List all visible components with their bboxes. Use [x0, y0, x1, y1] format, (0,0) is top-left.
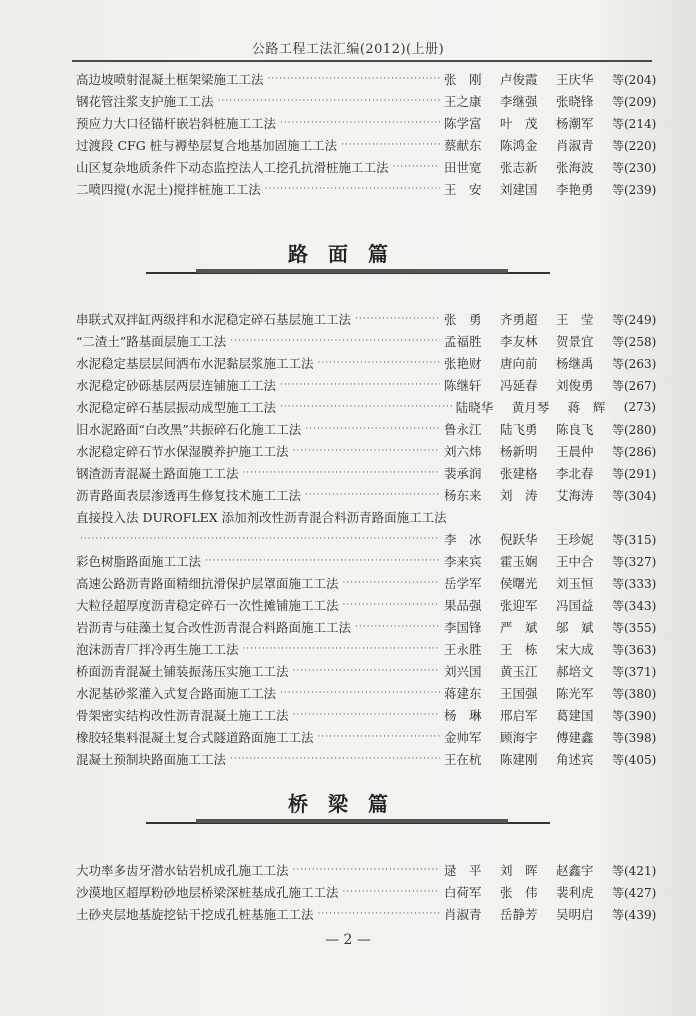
- author-name: 霍玉娴: [500, 554, 538, 569]
- entry-authors: [444, 442, 612, 460]
- leader-dots: [218, 96, 440, 106]
- author-name: 张海波: [556, 160, 594, 175]
- author-name: 陈学富: [444, 116, 482, 131]
- author-name: 吴明启: [556, 907, 594, 922]
- author-name: 艾海涛: [556, 488, 594, 503]
- entry-title: 直接投入法 DUROFLEX 添加剂改性沥青混合料沥青路面施工工法: [76, 510, 447, 525]
- author-name: 刘兴国: [444, 664, 482, 679]
- entry-title: “二渣土”路基面层施工工法: [76, 334, 227, 349]
- toc-entry[interactable]: [76, 704, 656, 726]
- author-name: 杨东来: [444, 488, 482, 503]
- leader-dots: [341, 140, 440, 150]
- author-name: 严 斌: [500, 620, 538, 635]
- entry-authors: [444, 114, 612, 132]
- leader-dots: [80, 534, 440, 544]
- page-reference: 等(363): [612, 642, 657, 657]
- author-name: 王之康: [444, 94, 482, 109]
- toc-entry[interactable]: [76, 178, 656, 200]
- author-name: 角述宾: [556, 752, 594, 767]
- author-name: 杨潮军: [556, 116, 594, 131]
- author-name: 岳学军: [444, 576, 482, 591]
- author-name: 王庆华: [556, 72, 594, 87]
- author-name: 肖淑青: [444, 907, 482, 922]
- entry-title: 沙漠地区超厚粉砂地层桥梁深桩基成孔施工工法: [76, 885, 339, 900]
- entry-title: 二喷四搅(水泥土)搅拌桩施工工法: [76, 182, 261, 197]
- section-title-pavement: 路面篇: [288, 242, 408, 266]
- author-name: 刘建国: [500, 182, 538, 197]
- author-name: 李友林: [500, 334, 538, 349]
- author-name: 葛建国: [556, 708, 594, 723]
- entry-title: 骨架密实结构改性沥青混凝土施工工法: [76, 708, 289, 723]
- author-name: 杨新明: [500, 444, 538, 459]
- leader-dots: [243, 644, 440, 654]
- entry-authors: [444, 464, 612, 482]
- leader-dots: [280, 380, 440, 390]
- entry-authors: [444, 180, 612, 198]
- author-name: 刘六炜: [444, 444, 482, 459]
- entry-authors: [444, 136, 612, 154]
- author-name: 倪跃华: [500, 532, 538, 547]
- entry-authors: [444, 332, 612, 350]
- author-name: 金帅军: [444, 730, 482, 745]
- entry-title: 桥面沥青混凝土铺装振荡压实施工工法: [76, 664, 289, 679]
- toc-entry[interactable]: [76, 374, 656, 396]
- toc-entry[interactable]: [76, 68, 656, 90]
- page-reference: 等(333): [612, 576, 657, 591]
- leader-dots: [230, 336, 440, 346]
- author-name: 刘 晖: [500, 863, 538, 878]
- page-reference: 等(214): [612, 116, 657, 131]
- entry-title: 水泥稳定碎石基层振动成型施工工法: [76, 400, 277, 415]
- page-reference: 等(315): [612, 532, 657, 547]
- author-name: 田世宽: [444, 160, 482, 175]
- author-name: 赵鑫宇: [556, 863, 594, 878]
- author-name: 裴承润: [444, 466, 482, 481]
- author-name: 冯延春: [500, 378, 538, 393]
- entry-title: 彩色树脂路面施工工法: [76, 554, 202, 569]
- author-name: 王在杭: [444, 752, 482, 767]
- entry-title: 水泥基砂浆灌入式复合路面施工工法: [76, 686, 277, 701]
- entry-authors: [444, 861, 612, 879]
- toc-entry[interactable]: [76, 396, 656, 418]
- page-reference: 等(327): [612, 554, 657, 569]
- author-name: 王珍妮: [556, 532, 594, 547]
- entry-authors: [444, 684, 612, 702]
- page-reference: 等(398): [612, 730, 657, 745]
- entry-authors: [444, 486, 612, 504]
- entry-authors: [444, 662, 612, 680]
- section-rule-accent: [196, 269, 508, 273]
- entry-title: 大粒径超厚度沥青稳定碎石一次性摊铺施工工法: [76, 598, 339, 613]
- author-name: 王 栋: [500, 642, 538, 657]
- toc-entry[interactable]: [76, 134, 656, 156]
- entry-authors: [444, 905, 612, 923]
- page-reference: 等(263): [612, 356, 657, 371]
- author-name: 李北春: [556, 466, 594, 481]
- author-name: 唐向前: [500, 356, 538, 371]
- author-name: 李继强: [500, 94, 538, 109]
- entry-authors: [444, 750, 612, 768]
- author-name: 陆晓华: [455, 400, 494, 415]
- entry-authors: [444, 640, 612, 658]
- leader-dots: [268, 74, 440, 84]
- author-name: 刘 涛: [500, 488, 538, 503]
- leader-dots: [280, 118, 440, 128]
- leader-dots: [293, 666, 440, 676]
- author-name: 宋大成: [556, 642, 594, 657]
- toc-entry[interactable]: [76, 330, 656, 352]
- section-title-bridge: 桥梁篇: [288, 792, 408, 816]
- author-name: 张 勇: [444, 312, 482, 327]
- leader-dots: [243, 468, 440, 478]
- author-name: 贺景宜: [556, 334, 594, 349]
- author-name: 张志新: [500, 160, 538, 175]
- author-name: 陈继轩: [444, 378, 482, 393]
- author-name: 杨继禹: [556, 356, 594, 371]
- author-name: 王国强: [500, 686, 538, 701]
- page-reference: (273): [623, 400, 656, 414]
- entry-authors: [444, 70, 612, 88]
- page-reference: 等(258): [612, 334, 657, 349]
- leader-dots: [265, 184, 440, 194]
- entry-authors: [444, 728, 612, 746]
- author-name: 顾海宇: [500, 730, 538, 745]
- entry-title: 水泥稳定碎石节水保湿膜养护施工工法: [76, 444, 289, 459]
- entry-authors: [444, 883, 612, 901]
- leader-dots: [355, 622, 440, 632]
- author-name: 王 安: [444, 182, 482, 197]
- author-name: 李来宾: [444, 554, 482, 569]
- page-reference: 等(421): [612, 863, 657, 878]
- header-rule: [72, 60, 652, 62]
- toc-entry[interactable]: [76, 594, 656, 616]
- page-reference: 等(380): [612, 686, 657, 701]
- author-name: 蔡献东: [444, 138, 482, 153]
- author-name: 卢俊霞: [500, 72, 538, 87]
- toc-entry[interactable]: [76, 440, 656, 462]
- author-name: 张晓锋: [556, 94, 594, 109]
- author-name: 陆飞勇: [500, 422, 538, 437]
- author-name: 鲁永江: [444, 422, 482, 437]
- toc-entry[interactable]: [76, 859, 656, 881]
- page-reference: 等(220): [612, 138, 657, 153]
- author-name: 王永胜: [444, 642, 482, 657]
- toc-entry[interactable]: [76, 638, 656, 660]
- leader-dots: [355, 314, 440, 324]
- entry-authors: [444, 618, 612, 636]
- leader-dots: [280, 688, 440, 698]
- toc-entry[interactable]: [76, 660, 656, 682]
- toc-entry[interactable]: [76, 352, 656, 374]
- author-name: 裴利虎: [556, 885, 594, 900]
- leader-dots: [318, 358, 440, 368]
- page-reference: 等(291): [612, 466, 657, 481]
- page-reference: 等(439): [612, 907, 657, 922]
- entry-title: 串联式双拌缸两级拌和水泥稳定碎石基层施工工法: [76, 312, 352, 327]
- leader-dots: [393, 162, 440, 172]
- author-name: 王晨仲: [556, 444, 594, 459]
- leader-dots: [318, 909, 440, 919]
- page-reference: 等(427): [612, 885, 657, 900]
- page-reference: 等(343): [612, 598, 657, 613]
- toc-pavement: [76, 308, 656, 770]
- leader-dots: [293, 710, 440, 720]
- author-name: 刘俊勇: [556, 378, 594, 393]
- author-name: 侯曙光: [500, 576, 538, 591]
- leader-dots: [230, 754, 440, 764]
- entry-title: 橡胶轻集料混凝土复合式隧道路面施工工法: [76, 730, 314, 745]
- page-reference: 等(280): [612, 422, 657, 437]
- page-reference: 等(204): [612, 72, 657, 87]
- entry-authors: [444, 530, 612, 548]
- entry-authors: [444, 354, 612, 372]
- entry-title: 高速公路沥青路面精细抗滑保护层罩面施工工法: [76, 576, 339, 591]
- page-reference: 等(230): [612, 160, 657, 175]
- toc-entry[interactable]: [76, 903, 656, 925]
- entry-authors: [444, 552, 612, 570]
- author-name: 杨 琳: [444, 708, 482, 723]
- toc-entry[interactable]: [76, 112, 656, 134]
- toc-entry[interactable]: [76, 572, 656, 594]
- toc-group-1: [76, 68, 656, 200]
- entry-authors: [444, 596, 612, 614]
- leader-dots: [305, 424, 440, 434]
- toc-entry[interactable]: [76, 748, 656, 770]
- page-reference: 等(249): [612, 312, 657, 327]
- page-reference: 等(390): [612, 708, 657, 723]
- leader-dots: [280, 402, 452, 412]
- leader-dots: [293, 865, 440, 875]
- entry-authors: [444, 706, 612, 724]
- entry-title: 预应力大口径锚杆嵌岩斜桩施工工法: [76, 116, 277, 131]
- toc-entry[interactable]: [76, 881, 656, 903]
- page-reference: 等(286): [612, 444, 657, 459]
- author-name: 白荷军: [444, 885, 482, 900]
- entry-authors: [456, 398, 624, 416]
- author-name: 陈良飞: [556, 422, 594, 437]
- running-header: 公路工程工法汇编(2012)(上册): [251, 42, 445, 57]
- page-reference: 等(239): [612, 182, 657, 197]
- toc-entry[interactable]: [76, 308, 656, 330]
- author-name: 张 刚: [444, 72, 482, 87]
- toc-entry[interactable]: [76, 462, 656, 484]
- author-name: 张迎军: [500, 598, 538, 613]
- leader-dots: [343, 887, 440, 897]
- entry-authors: [444, 420, 612, 438]
- author-name: 张 伟: [500, 885, 538, 900]
- author-name: 李艳勇: [556, 182, 594, 197]
- author-name: 陈鸿金: [500, 138, 538, 153]
- page-reference: 等(371): [612, 664, 657, 679]
- author-name: 邢启军: [500, 708, 538, 723]
- author-name: 张建格: [500, 466, 538, 481]
- page-reference: 等(267): [612, 378, 657, 393]
- author-name: 果品强: [444, 598, 482, 613]
- entry-title: 泡沫沥青厂拌冷再生施工工法: [76, 642, 239, 657]
- page-reference: 等(355): [612, 620, 657, 635]
- page-reference: 等(304): [612, 488, 657, 503]
- entry-title: 高边坡喷射混凝土框架梁施工工法: [76, 72, 264, 87]
- entry-authors: [444, 574, 612, 592]
- leader-dots: [305, 490, 440, 500]
- toc-entry[interactable]: [76, 682, 656, 704]
- toc-entry[interactable]: [76, 90, 656, 112]
- author-name: 肖淑青: [556, 138, 594, 153]
- author-name: 陈建刚: [500, 752, 538, 767]
- entry-title: 岩沥青与硅藻土复合改性沥青混合料路面施工工法: [76, 620, 352, 635]
- page-reference: 等(209): [612, 94, 657, 109]
- toc-entry[interactable]: [76, 156, 656, 178]
- leader-dots: [343, 578, 440, 588]
- entry-title: 旧水泥路面“白改黑”共振碎石化施工工法: [76, 422, 302, 437]
- toc-bridge: [76, 859, 656, 925]
- leader-dots: [318, 732, 440, 742]
- author-name: 岳静芳: [500, 907, 538, 922]
- entry-title: 水泥稳定砂砾基层两层连铺施工工法: [76, 378, 277, 393]
- author-name: 黄玉江: [500, 664, 538, 679]
- author-name: 王中合: [556, 554, 594, 569]
- author-name: 蒋 辉: [567, 400, 606, 415]
- entry-title: 水泥稳定基层层间洒布水泥黏层浆施工工法: [76, 356, 314, 371]
- entry-authors: [444, 92, 612, 110]
- page-reference: 等(405): [612, 752, 657, 767]
- author-name: 黄月琴: [511, 400, 550, 415]
- entry-title: 钢渣沥青混凝土路面施工工法: [76, 466, 239, 481]
- author-name: 叶 茂: [500, 116, 538, 131]
- page-number: — 2 —: [325, 932, 371, 948]
- entry-authors: [444, 158, 612, 176]
- author-name: 王 莹: [556, 312, 594, 327]
- author-name: 张艳财: [444, 356, 482, 371]
- entry-title: 大功率多齿牙潜水钻岩机成孔施工工法: [76, 863, 289, 878]
- entry-title: 混凝土预制块路面施工工法: [76, 752, 227, 767]
- toc-entry[interactable]: [76, 418, 656, 440]
- author-name: 逯 平: [444, 863, 482, 878]
- entry-title: 钢花管注浆支护施工工法: [76, 94, 214, 109]
- entry-title: 土砂夹层地基旋挖钻干挖成孔桩基施工工法: [76, 907, 314, 922]
- entry-authors: [444, 376, 612, 394]
- entry-authors: [444, 310, 612, 328]
- author-name: 郝培文: [556, 664, 594, 679]
- author-name: 邬 斌: [556, 620, 594, 635]
- author-name: 陈光军: [556, 686, 594, 701]
- toc-entry[interactable]: [76, 484, 656, 506]
- author-name: 冯国益: [556, 598, 594, 613]
- author-name: 蒋建东: [444, 686, 482, 701]
- toc-entry[interactable]: [76, 616, 656, 638]
- toc-entry[interactable]: [76, 550, 656, 572]
- author-name: 孟福胜: [444, 334, 482, 349]
- author-name: 齐勇超: [500, 312, 538, 327]
- entry-title: 沥青路面表层渗透再生修复技术施工工法: [76, 488, 302, 503]
- leader-dots: [205, 556, 440, 566]
- toc-entry[interactable]: [76, 726, 656, 748]
- author-name: 李 冰: [444, 532, 482, 547]
- author-name: 李国锋: [444, 620, 482, 635]
- leader-dots: [293, 446, 440, 456]
- toc-entry-title-line[interactable]: [76, 506, 656, 528]
- toc-entry[interactable]: [76, 528, 656, 550]
- author-name: 傅建鑫: [556, 730, 594, 745]
- entry-title: 过渡段 CFG 桩与褥垫层复合地基加固施工工法: [76, 138, 338, 153]
- author-name: 刘玉恒: [556, 576, 594, 591]
- section-rule-accent: [196, 819, 508, 823]
- leader-dots: [343, 600, 440, 610]
- entry-title: 山区复杂地质条件下动态监控法人工挖孔抗滑桩施工工法: [76, 160, 389, 175]
